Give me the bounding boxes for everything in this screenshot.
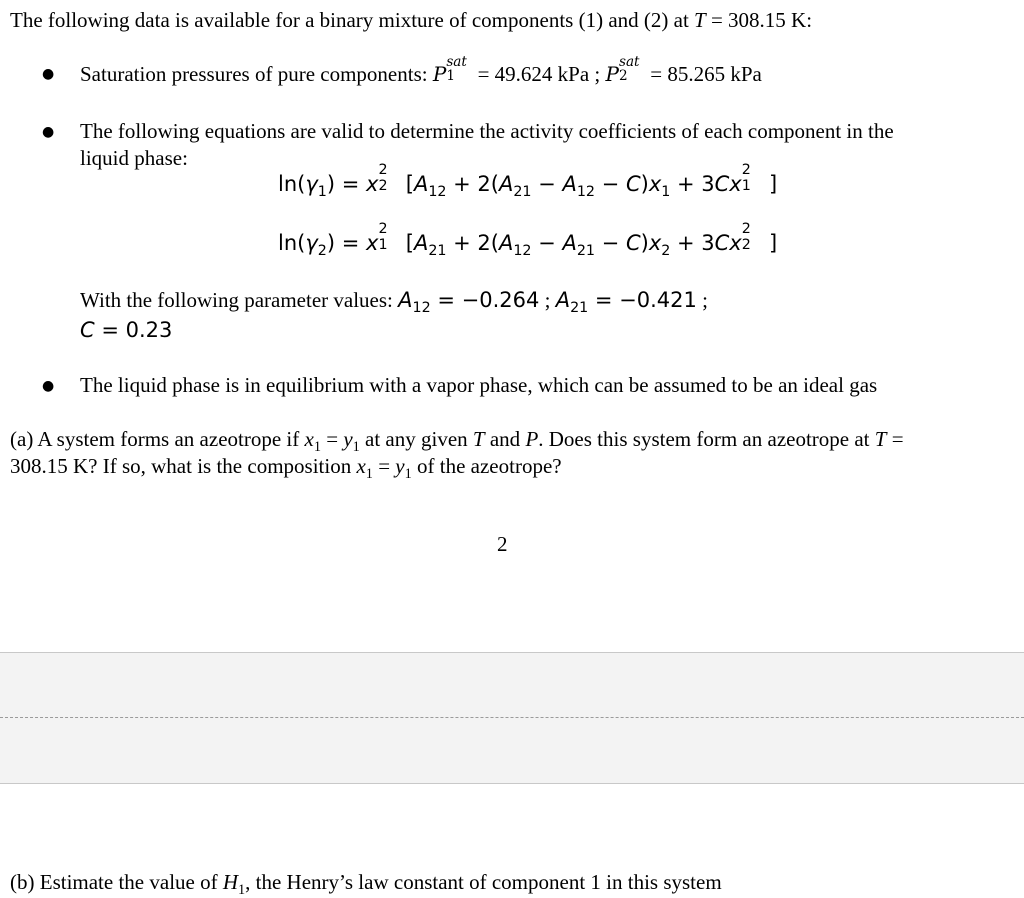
part-a-text-6: of the azeotrope? [417,454,562,478]
c-parameter-line: C = 0.23 [80,318,173,342]
equation-gamma2: $\ln(\gamma_2) = x$ 2 1 [$A_{21} + 2(A_{12} - A_{21} - C)x_2 + 3Cx$ 2 2 ] [278,221,778,260]
page-bottom-border [0,783,1024,784]
p1-sat-value: 49.624 kPa [494,62,590,86]
part-b-text-2: , the Henry’s law constant of component 1 in this system [245,870,722,894]
bullet-dot: ● [42,124,55,140]
part-a-text-2: at any given [365,427,468,451]
part-a-text-5: 308.15 K? If so, what is the composition [10,454,352,478]
a21-value: −0.421 [619,288,697,312]
part-a-text-3: and [489,427,521,451]
p2-sat-value: 85.265 kPa [667,62,762,86]
part-a-line2: 308.15 K? If so, what is the composition $x_1 = y_1$ of the azeotrope? [10,454,562,483]
equation-gamma1: $\ln(\gamma_1) = x$ 2 2 [$A_{12} + 2(A_{21} - A_{12} - C)x_1 + 3Cx$ 2 1 ] [278,162,778,201]
part-a-text-4: . Does this system form an azeotrope at [538,427,870,451]
page-number: 2 [497,532,508,556]
parameter-values-line: With the following parameter values: $A_{12} = -0.264$ ; $A_{21} = -0.421$ ; [80,288,708,317]
page-break-dashed-line [0,717,1024,718]
part-a-text-1: (a) A system forms an azeotrope if [10,427,300,451]
bullet-dot: ● [42,66,55,82]
a12-value: −0.264 [461,288,540,312]
parameter-values-label: With the following parameter values: [80,288,393,312]
saturation-pressures-line: Saturation pressures of pure components: P sat 1 = 49.624 kPa ; P sat 2 = 85.265 kPa [80,53,762,86]
part-a-line1: (a) A system forms an azeotrope if $x_1 = y_1$ at any given T and P. Does this system form an azeotrope at T = [10,427,904,456]
intro-text: The following data is available for a binary mixture of components (1) and (2) at T = 308.15 K: [10,8,813,32]
bullet2-line2: liquid phase: [80,146,188,170]
bullet-dot: ● [42,378,55,394]
page-top-border [0,652,1024,653]
c-value: 0.23 [125,318,173,342]
part-b-text-1: (b) Estimate the value of [10,870,218,894]
p1-sat-symbol: P sat 1 [432,53,467,86]
p2-sat-symbol: P sat 2 [605,53,640,86]
bullet3-text: The liquid phase is in equilibrium with a vapor phase, which can be assumed to be an ideal gas [80,373,878,397]
bullet2-line1: The following equations are valid to determine the activity coefficients of each component in the [80,119,894,143]
page-break-area [0,652,1024,784]
saturation-label: Saturation pressures of pure components: [80,62,428,86]
part-b-line: (b) Estimate the value of $H_1$, the Henry’s law constant of component 1 in this system [10,870,722,898]
